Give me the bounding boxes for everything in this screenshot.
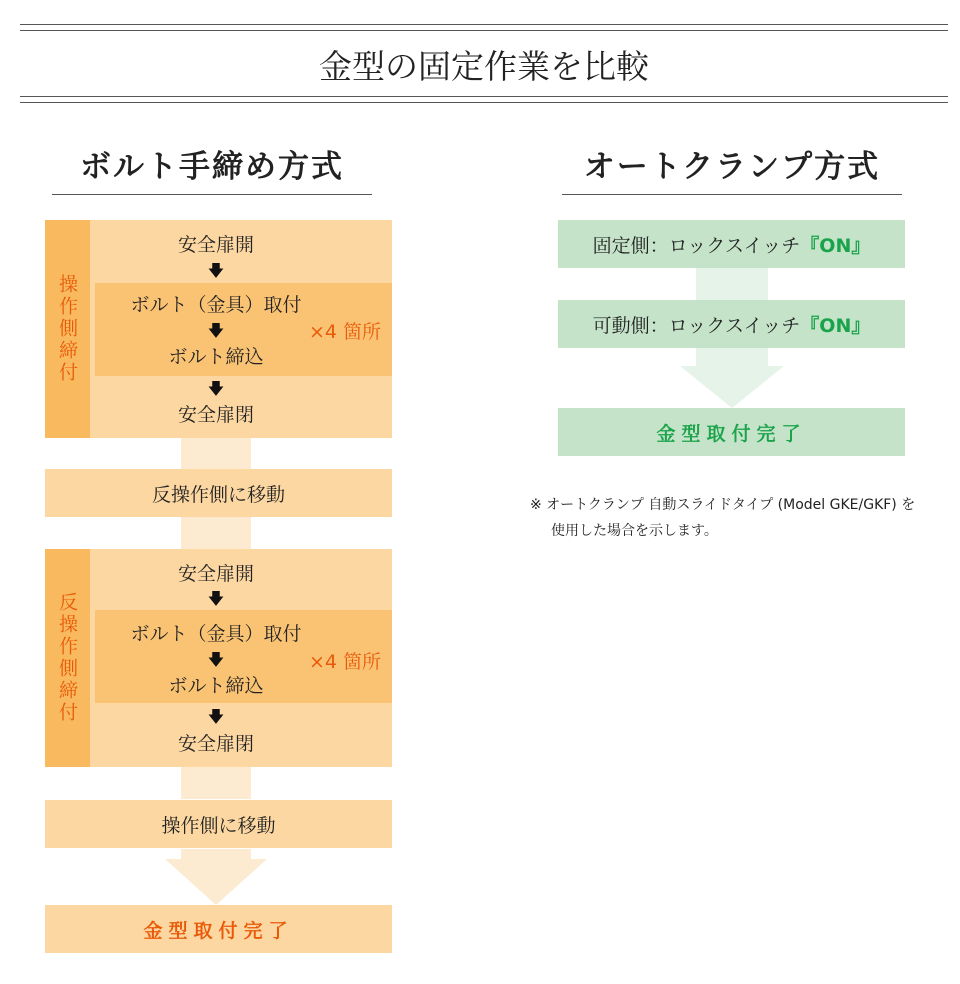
right-complete: 金型取付完了	[558, 408, 905, 456]
note-line-2: 使用した場合を示します。	[551, 523, 718, 539]
fixed-side-on-label: 『ON』	[800, 234, 871, 257]
title-bottom-rule-1	[20, 96, 948, 97]
flow-strip-4	[181, 849, 251, 859]
move-to-opposite-side: 反操作側に移動	[45, 469, 392, 517]
fixed-side-lock-text: 固定側：ロックスイッチ	[592, 234, 801, 257]
section1-step-open: 安全扉開	[177, 233, 254, 256]
section1-side-label: 操作側締付	[45, 220, 90, 438]
flow-strip-1	[181, 437, 251, 469]
section1-step-tighten: ボルト締込	[168, 345, 264, 368]
down-arrow-icon: 🡇	[207, 707, 225, 726]
right-heading-underline	[562, 194, 902, 195]
flow-strip-2	[181, 517, 251, 549]
title-top-rule-2	[20, 30, 948, 31]
section2-times: ×4 箇所	[308, 650, 382, 673]
down-arrow-icon: 🡇	[207, 261, 225, 280]
down-arrow-icon: 🡇	[207, 379, 225, 398]
section2-step-close: 安全扉閉	[177, 732, 254, 755]
down-arrow-icon: 🡇	[207, 321, 225, 340]
movable-side-on-label: 『ON』	[800, 314, 871, 337]
movable-side-lock-step	[558, 300, 905, 348]
left-heading: ボルト手締め方式	[80, 148, 344, 185]
flow-strip-3	[181, 767, 251, 799]
flow-arrow-head	[165, 859, 267, 905]
green-flow-arrow-head	[680, 366, 784, 408]
right-heading: オートクランプ方式	[583, 148, 881, 185]
green-flow-strip-1	[696, 268, 768, 300]
fixed-side-lock-step	[558, 220, 905, 268]
section2-step-attach: ボルト（金具）取付	[130, 622, 302, 645]
left-complete: 金型取付完了	[45, 905, 392, 953]
section1-step-close: 安全扉閉	[177, 403, 254, 426]
move-to-operation-side: 操作側に移動	[45, 800, 392, 848]
title-top-rule-1	[20, 24, 948, 25]
section2-side-label: 反操作側締付	[45, 549, 90, 767]
movable-side-lock-text: 可動側：ロックスイッチ	[592, 314, 801, 337]
title-bottom-rule-2	[20, 102, 948, 103]
section2-step-tighten: ボルト締込	[168, 674, 264, 697]
down-arrow-icon: 🡇	[207, 589, 225, 608]
green-flow-strip-2	[696, 348, 768, 366]
down-arrow-icon: 🡇	[207, 650, 225, 669]
note-line-1: ※ オートクランプ 自動スライドタイプ (Model GKE/GKF) を	[530, 497, 916, 513]
page-title: 金型の固定作業を比較	[319, 46, 649, 86]
left-heading-underline	[52, 194, 372, 195]
section1-step-attach: ボルト（金具）取付	[130, 293, 302, 316]
section1-times: ×4 箇所	[308, 320, 382, 343]
section2-step-open: 安全扉開	[177, 562, 254, 585]
